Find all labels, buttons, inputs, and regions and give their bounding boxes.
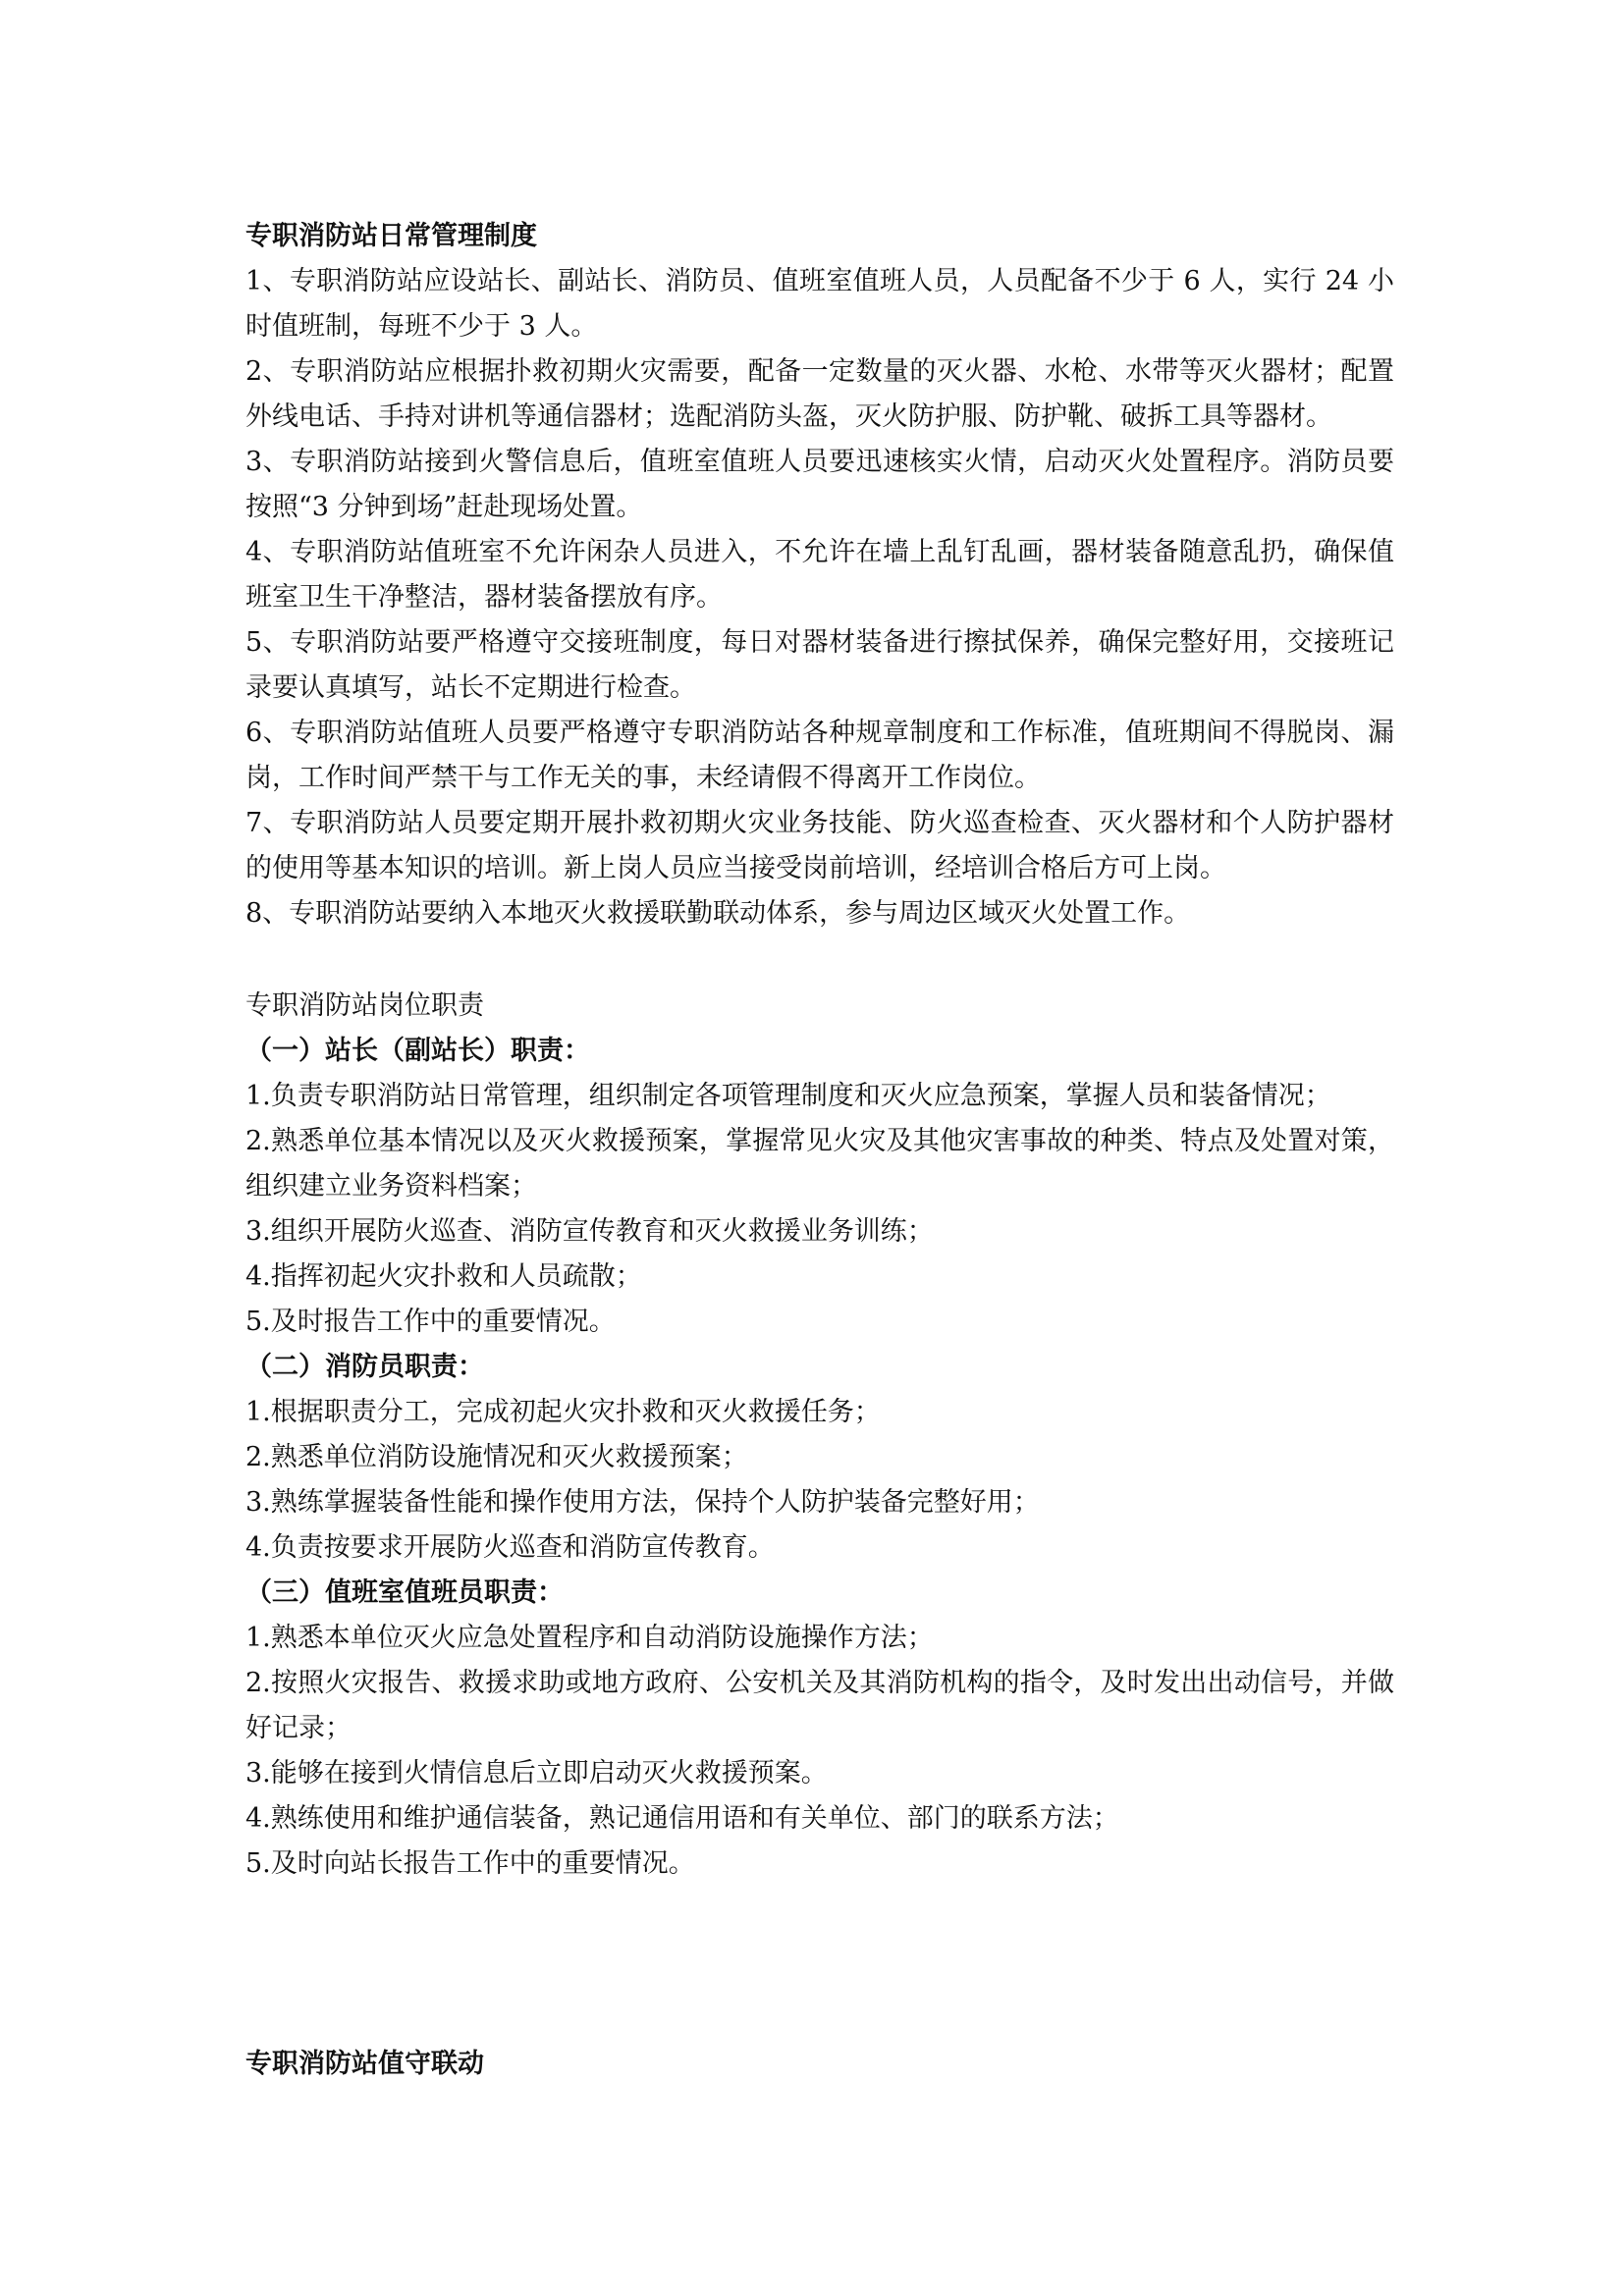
rule-item-4: 4、专职消防站值班室不允许闲杂人员进入，不允许在墙上乱钉乱画，器材装备随意乱扔，确保值班室卫生干净整洁，器材装备摆放有序。 — [245, 537, 1394, 613]
subheading-station-chief: （一）站长（副站长）职责： — [245, 1036, 590, 1066]
duty-officer-duty-4: 4.熟练使用和维护通信装备，熟记通信用语和有关单位、部门的联系方法； — [245, 1803, 1119, 1834]
firefighter-duty-4: 4.负责按要求开展防火巡查和消防宣传教育。 — [245, 1532, 775, 1563]
section-daily-management — [245, 214, 1394, 936]
section-title-daily-management: 专职消防站日常管理制度 — [245, 221, 537, 251]
firefighter-duty-1: 1.根据职责分工，完成初起火灾扑救和灭火救援任务； — [245, 1397, 881, 1427]
rule-item-6: 6、专职消防站值班人员要严格遵守专职消防站各种规章制度和工作标准，值班期间不得脱岗、漏岗，工作时间严禁干与工作无关的事，未经请假不得离开工作岗位。 — [245, 718, 1394, 793]
rule-item-3: 3、专职消防站接到火警信息后，值班室值班人员要迅速核实火情，启动灭火处置程序。消防员要按照“3 分钟到场”赶赴现场处置。 — [245, 447, 1394, 522]
chief-duty-5: 5.及时报告工作中的重要情况。 — [245, 1307, 616, 1337]
firefighter-duty-3: 3.熟练掌握装备性能和操作使用方法，保持个人防护装备完整好用； — [245, 1487, 1040, 1518]
section-duty-linkage — [245, 2042, 1394, 2087]
chief-duty-4: 4.指挥初起火灾扑救和人员疏散； — [245, 1261, 642, 1292]
section-title-post-duties: 专职消防站岗位职责 — [245, 990, 484, 1021]
duty-officer-duty-2: 2.按照火灾报告、救援求助或地方政府、公安机关及其消防机构的指令，及时发出出动信号，并做好记录； — [245, 1668, 1394, 1743]
subheading-firefighter: （二）消防员职责： — [245, 1352, 484, 1382]
chief-duty-1: 1.负责专职消防站日常管理，组织制定各项管理制度和灭火应急预案，掌握人员和装备情况； — [245, 1081, 1331, 1111]
duty-officer-duty-5: 5.及时向站长报告工作中的重要情况。 — [245, 1848, 695, 1879]
subheading-duty-officer: （三）值班室值班员职责： — [245, 1577, 564, 1608]
rule-item-7: 7、专职消防站人员要定期开展扑救初期火灾业务技能、防火巡查检查、灭火器材和个人防护器材的使用等基本知识的培训。新上岗人员应当接受岗前培训，经培训合格后方可上岗。 — [245, 808, 1394, 883]
chief-duty-3: 3.组织开展防火巡查、消防宣传教育和灭火救援业务训练； — [245, 1216, 934, 1247]
rule-item-2: 2、专职消防站应根据扑救初期火灾需要，配备一定数量的灭火器、水枪、水带等灭火器材；配置外线电话、手持对讲机等通信器材；选配消防头盔，灭火防护服、防护靴、破拆工具等器材。 — [245, 356, 1394, 432]
rule-item-8: 8、专职消防站要纳入本地灭火救援联勤联动体系，参与周边区域灭火处置工作。 — [245, 898, 1191, 929]
rule-item-5: 5、专职消防站要严格遵守交接班制度，每日对器材装备进行擦拭保养，确保完整好用，交接班记录要认真填写，站长不定期进行检查。 — [245, 627, 1394, 703]
rule-item-1: 1、专职消防站应设站长、副站长、消防员、值班室值班人员，人员配备不少于 6 人，实行 24 小时值班制，每班不少于 3 人。 — [245, 266, 1394, 342]
chief-duty-2: 2.熟悉单位基本情况以及灭火救援预案，掌握常见火灾及其他灾害事故的种类、特点及处置对策，组织建立业务资料档案； — [245, 1126, 1394, 1201]
section-title-duty-linkage: 专职消防站值守联动 — [245, 2049, 484, 2079]
section-post-duties — [245, 984, 1394, 1887]
duty-officer-duty-3: 3.能够在接到火情信息后立即启动灭火救援预案。 — [245, 1758, 828, 1789]
duty-officer-duty-1: 1.熟悉本单位灭火应急处置程序和自动消防设施操作方法； — [245, 1623, 934, 1653]
firefighter-duty-2: 2.熟悉单位消防设施情况和灭火救援预案； — [245, 1442, 748, 1472]
